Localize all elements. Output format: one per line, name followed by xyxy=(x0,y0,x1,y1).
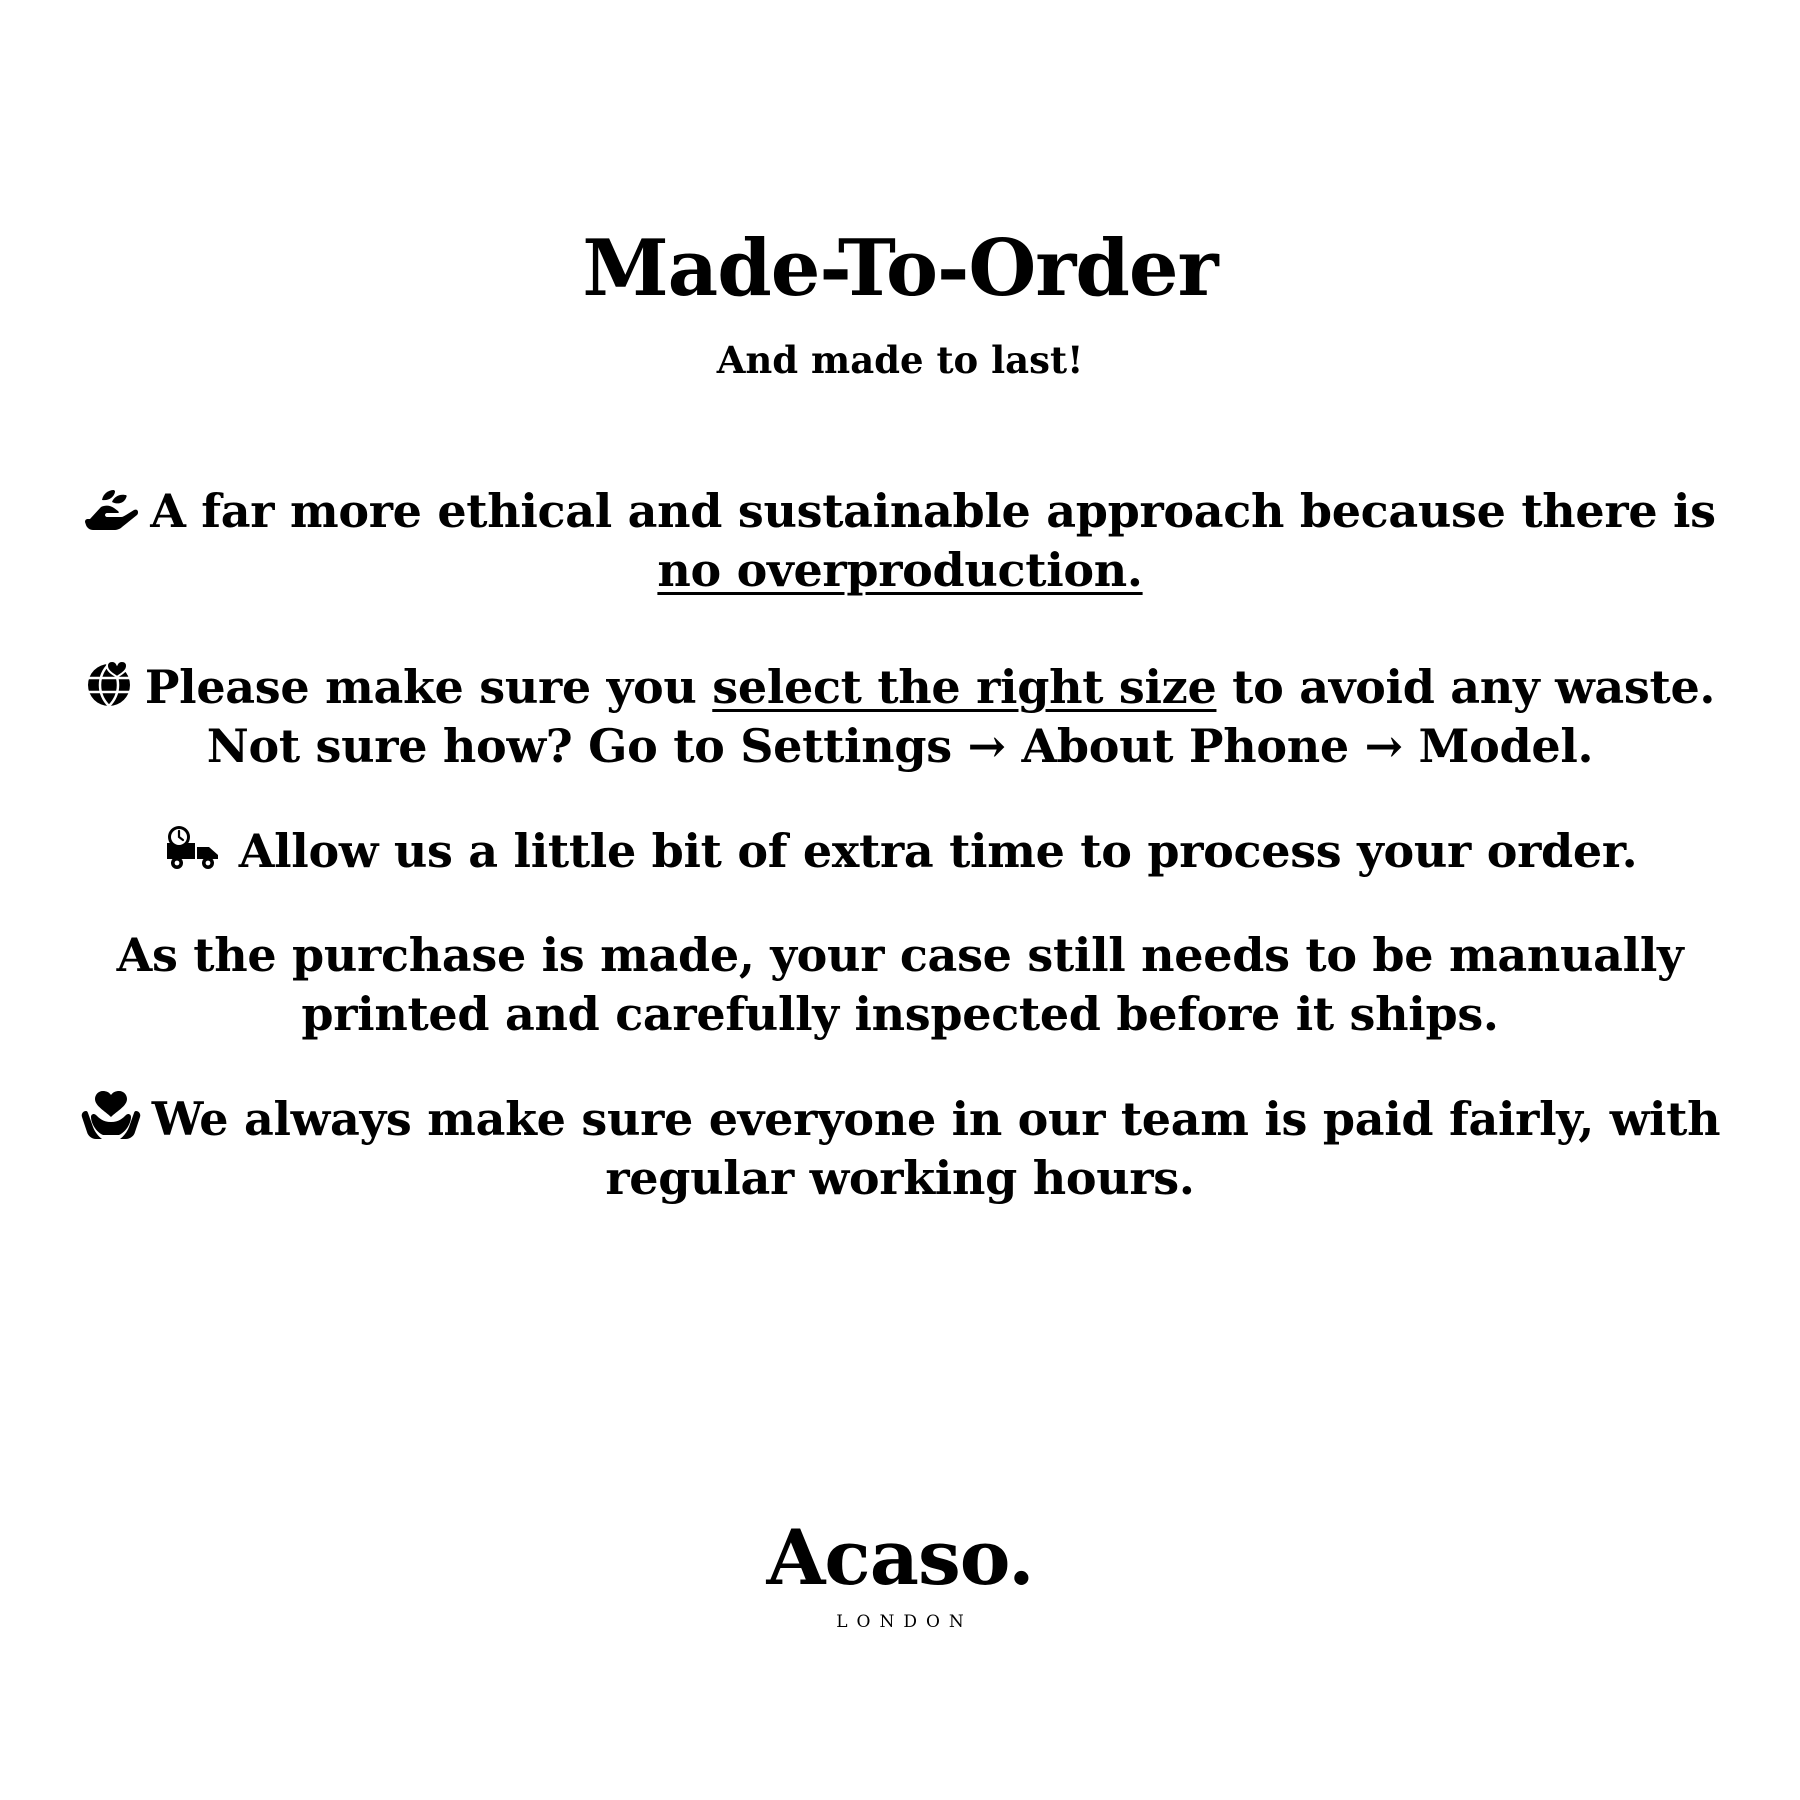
list-item-text-before: As the purchase is made, your case still needs to be manually printed and carefully inspected before it ships. xyxy=(116,928,1684,1042)
hand-holding-plant-icon xyxy=(84,487,140,533)
list-item-text-before: A far more ethical and sustainable approach because there is xyxy=(150,484,1716,538)
brand-name: Acaso. xyxy=(766,1513,1034,1602)
points-list xyxy=(70,482,1730,1254)
list-item xyxy=(70,1090,1730,1208)
list-item-text-before: We always make sure everyone in our team is paid fairly, with regular working hours. xyxy=(151,1092,1721,1205)
page-subtitle: And made to last! xyxy=(716,338,1084,382)
list-item xyxy=(70,822,1730,881)
globe-heart-icon xyxy=(85,659,135,709)
list-item-text-before: Please make sure you xyxy=(144,659,713,714)
hands-holding-heart-icon xyxy=(80,1091,142,1141)
delivery-truck-clock-icon xyxy=(163,825,229,873)
list-item xyxy=(70,658,1730,776)
list-item-text-emphasis: select the right size xyxy=(712,659,1217,714)
list-item xyxy=(70,926,1730,1044)
list-item xyxy=(70,482,1730,600)
brand-footer xyxy=(0,1513,1800,1632)
page-title: Made-To-Order xyxy=(582,223,1218,314)
list-item-text-before: Allow us a little bit of extra time to process your order. xyxy=(238,823,1638,878)
list-item-text-after: to avoid any waste. Not sure how? Go to Settings → About Phone → Model. xyxy=(206,659,1716,773)
list-item-text-emphasis: no overproduction. xyxy=(657,542,1143,597)
brand-location: LONDON xyxy=(836,1612,973,1632)
